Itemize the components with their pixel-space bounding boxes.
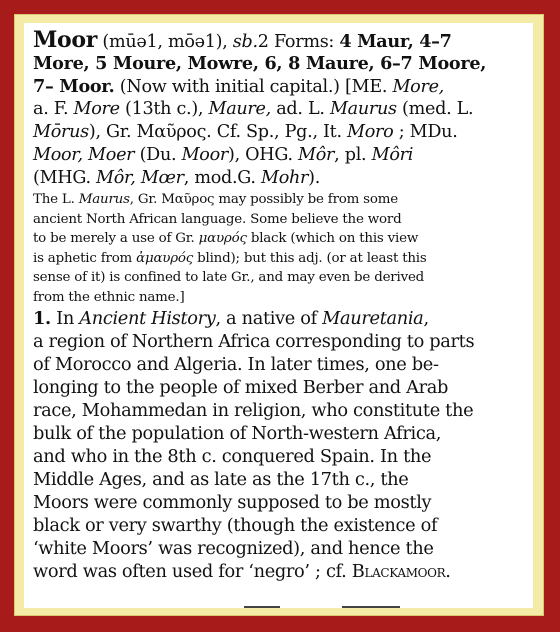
sense-1-line [33,514,527,537]
etymology-line [33,121,527,144]
italic-form: Maure, [208,99,271,119]
text-segment: Moors were commonly supposed to be mostly [33,492,432,513]
text-segment: ). [308,168,320,188]
text-segment: (med. L. [396,99,474,119]
text-segment: ; MDu. [393,122,458,142]
sense-1-line [33,376,527,399]
text-segment: black (which on this view [246,231,419,246]
sense-1-line [33,537,527,560]
etymology-line [33,144,527,167]
italic-form: Mauretania [322,308,424,329]
dictionary-entry-moor [33,29,527,583]
italic-form: Maurus [78,192,130,207]
text-segment: and who in the 8th c. conquered Spain. In the [33,446,432,467]
etymology-line [33,52,527,75]
sense-1-line [33,399,527,422]
text-segment: word was often used for ‘negro’ ; cf. [33,561,352,582]
text-segment: ‘white Moors’ was recognized), and hence the [33,538,434,559]
bold-form: 4 Maur, 4–7 [339,31,452,52]
text-segment: 2 Forms: [257,32,340,52]
italic-form: Môr [298,145,335,165]
text-segment: (mūə1, mōə1), [97,32,233,52]
bold-form: 7– Moor. [33,76,115,97]
italic-form: Maurus [329,99,397,119]
italic-form: More, [392,77,444,97]
dictionary-page [24,23,533,608]
italic-form: Moro [347,122,394,142]
text-segment: ad. L. [270,99,330,119]
headword: Moor [33,27,98,53]
etymology-note-line [33,229,527,249]
italic-form: sb. [232,32,258,52]
etymology-note-line [33,268,527,288]
etymology-line [33,98,527,121]
italic-form: Môr, Mœr [96,168,184,188]
sense-1-line [33,353,527,376]
text-segment: The L. [33,192,79,207]
text-segment: Middle Ages, and as late as the 17th c., the [33,469,409,490]
italic-form: Ancient History [79,308,216,329]
italic-form: Moor, Moer [33,145,135,165]
text-segment: , a native of [215,308,323,329]
etymology-line [33,167,527,190]
sense-1-line [33,330,527,353]
bold-form: 1. [33,308,51,329]
italic-form: ἀμαυρός [136,250,194,266]
text-segment: blind); but this adj. (or at least this [193,250,427,266]
italic-form: Mōrus [33,122,89,142]
text-segment: black or very swarthy (though the existence of [33,515,438,536]
etymology-note-line [33,249,527,269]
print-smudge [244,606,280,608]
italic-form: Môri [371,145,414,165]
text-segment: (MHG. [33,168,97,188]
etymology-note-line [33,190,527,210]
italic-form: More [73,99,120,119]
text-segment: ), OHG. [228,145,299,165]
italic-form: Mohr [260,168,309,188]
page-frame [14,14,544,616]
text-segment: (13th c.), [119,99,209,119]
text-segment: longing to the people of mixed Berber and Arab [33,377,449,398]
sense-1-line [33,307,527,330]
text-segment: , Gr. Μαῦρος may possibly be from some [129,192,398,207]
text-segment: bulk of the population of North-western Africa, [33,423,442,444]
text-segment: sense of it) is confined to late Gr., and may even be derived [33,270,425,285]
text-segment: , pl. [334,145,372,165]
text-segment: a region of Northern Africa corresponding to parts [33,331,475,352]
print-smudge [342,606,400,608]
text-segment: ancient North African language. Some believe the word [33,211,402,227]
text-segment: In [50,308,80,329]
text-segment: , mod.G. [183,168,261,188]
bold-form: More, 5 Moure, Mowre, 6, 8 Maure, 6–7 Moore, [33,53,487,74]
sense-1-line [33,491,527,514]
text-segment: ), Gr. Μαῦρος. Cf. Sp., Pg., It. [88,122,348,142]
text-segment: , [423,308,429,329]
sense-1-line [33,560,527,583]
cross-reference: Blackamoor. [351,561,451,582]
headword-line [33,29,527,52]
sense-1-line [33,445,527,468]
text-segment: a. F. [33,99,74,119]
italic-form: μαυρός [198,231,247,246]
text-segment: (Du. [134,145,182,165]
text-segment: to be merely a use of Gr. [33,231,199,246]
text-segment: (Now with initial capital.) [ME. [114,77,393,97]
etymology-line [33,75,527,98]
etymology-note-line [33,210,527,230]
text-segment: race, Mohammedan in religion, who constitute the [33,400,474,421]
text-segment: is aphetic from [33,250,137,266]
text-segment: of Morocco and Algeria. In later times, one be- [33,354,439,375]
text-segment: from the ethnic name.] [33,289,185,305]
sense-1-line [33,422,527,445]
etymology-note-line [33,288,527,308]
italic-form: Moor [181,145,228,165]
sense-1-line [33,468,527,491]
